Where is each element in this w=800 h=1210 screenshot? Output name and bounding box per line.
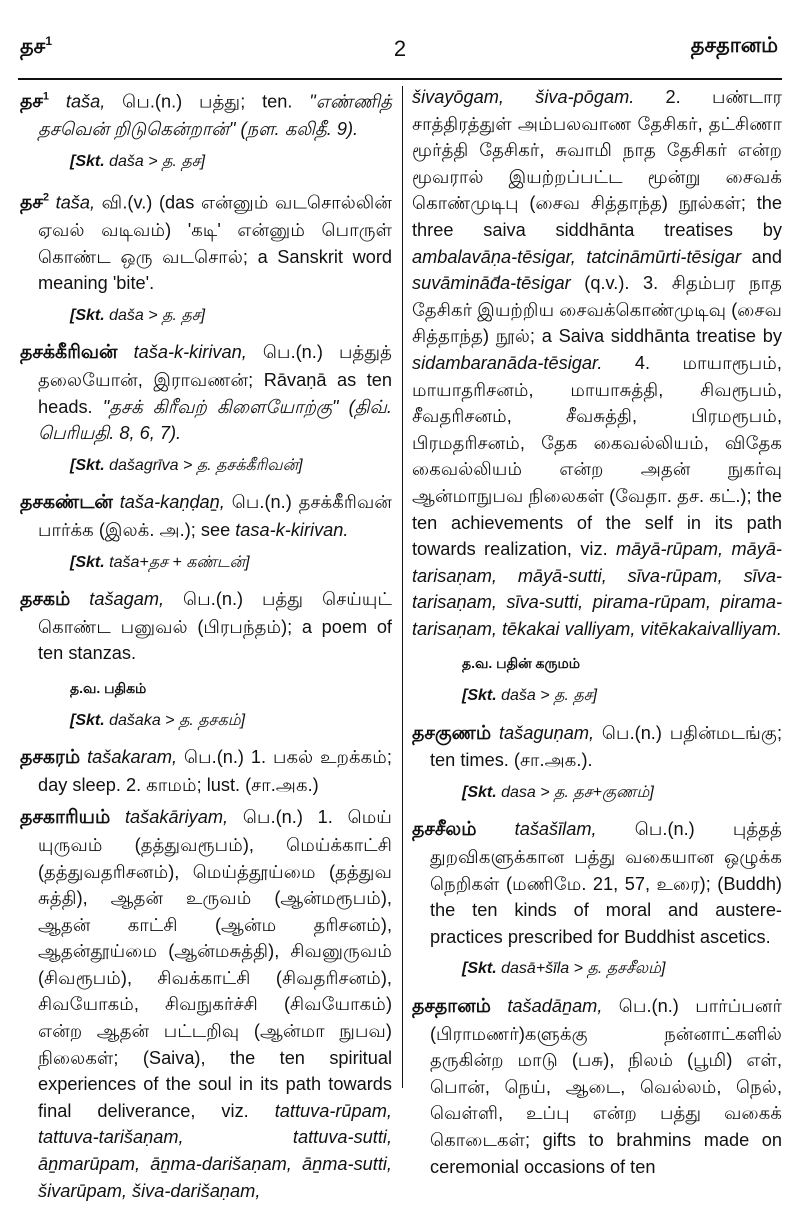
dictionary-entry: [20, 804, 392, 1204]
author-names: ambalavāṇa-tēsigar, tatcināmūrti-tēsigar: [412, 246, 742, 267]
transliteration-list: tattuva-rūpam, tattuva-tarišaṇam, tattuva-sutti, āṉmarūpam, āṉma-darišaṇam, āṉma-sutti, šivarūpam, šiva-darišaṇam,: [38, 1100, 392, 1201]
author-name: sidambaranāda-tēsigar.: [412, 352, 603, 373]
definition: பெ.(n.) பத்துத் தலையோன், இராவணன்; Rāvaṇā as ten heads.: [38, 342, 392, 417]
column-divider: [402, 86, 403, 1088]
guide-word-left: தச$^1$: [20, 34, 52, 58]
etymology: [Skt. dašaka > த. தசகம்]: [70, 711, 246, 729]
headword: தசகுணம்: [412, 722, 492, 744]
definition: பெ.(n.) பார்ப்பனர் (பிராமணர்)களுக்கு நன்னாட்களில் தருகின்ற மாடு (பசு), நிலம் (பூமி) எள், பொன், நெய், ஆடை, வெல்லம், நெல், வெள்ளி, உப்பு என்ற பத்து வகைக் கொடைகள்; gifts to brahmins made on ceremonial occasions of ten: [430, 996, 782, 1177]
dictionary-entry: [412, 816, 782, 950]
definition: 2. பண்டார சாத்திரத்துள் அம்பலவாண தேசிகர், தட்சிணா மூர்த்தி தேசிகர், சுவாமி நாத தேசிகர் என்ற மூவரால் இயற்றப்பட்ட மூன்று சைவக் கொண்முடிபு (சைவ சித்தாந்த) நூல்கள்; the three saiva siddhānta treatises by: [412, 87, 782, 240]
dictionary-entry: [20, 586, 392, 667]
transliteration: tašakāriyam,: [125, 807, 229, 828]
left-column: [20, 84, 392, 1210]
headword: தசகண்டன்: [20, 492, 113, 514]
definition: பெ.(n.) 1. மெய் யுருவம் (தத்துவரூபம்), மெய்க்காட்சி (தத்துவதரிசனம்), மெய்த்தூய்மை (தத்துவ சுத்தி), ஆதன் உருவம் (ஆன்மரூபம்), ஆதன் காட்சி (ஆன்ம தரிசனம்), ஆதன்தூய்மை (ஆன்மசுத்தி), சிவனுருவம் (சிவரூபம்), சிவக்காட்சி (சிவதரிசனம்), சிவயோகம், சிவநுகர்ச்சி (சிவயோகம்) என்ற ஆதன் பட்டறிவு (ஆன்மா நுபவ) நிலைகள்; (Saiva), the ten spiritual experiences of the soul in its path towards final deliverance, viz.: [38, 807, 392, 1121]
tamil-equivalent: த.வ. பதிகம்: [70, 679, 147, 696]
transliteration: taša-k-kirivan,: [133, 342, 247, 363]
headword: தசகாரியம்: [20, 807, 111, 829]
dictionary-entry: [20, 744, 392, 798]
transliteration-list: šivayōgam, šiva-pōgam.: [412, 87, 635, 107]
entry-continuation: [412, 84, 782, 642]
right-column: [412, 84, 782, 1186]
transliteration: tašaguṇam,: [499, 722, 595, 743]
transliteration: tašadāṉam,: [507, 996, 603, 1016]
definition-part: and: [741, 246, 782, 267]
author-name: suvāminād̄a-tēsigar: [412, 273, 571, 294]
definition: பெ.(n.) புத்தத் துறவிகளுக்கான பத்து வகையான ஒழுக்க நெறிகள் (மணிமே. 21, 57, உரை); (Buddh) the ten kinds of moral and austere- practices prescribed for Buddhist ascetics.: [430, 819, 782, 947]
transliteration: tašagam,: [89, 589, 165, 610]
etymology: [Skt. taša+தச + கண்டன்]: [70, 553, 250, 571]
headword: தச$^1$: [20, 91, 50, 113]
definition: பெ.(n.) தசக்கீரிவன் பார்க்க (இலக். அ.); see: [38, 492, 392, 540]
etymology: [Skt. daša > த. தச]: [70, 152, 206, 170]
tamil-equivalent: த.வ. பதின் கருமம்: [462, 655, 581, 672]
transliteration-list: māyā-rūpam, māyā-tarisaṇam, māyā-sutti, sīva-rūpam, sīva-tarisaṇam, sīva-sutti, pirama-rūpam, pirama-tarisaṇam, tēkakai valliyam, vitēkakaivalliyam.: [412, 539, 782, 639]
page-header: [0, 0, 800, 80]
guide-word-right: தசதானம்: [690, 34, 778, 57]
transliteration: taša,: [55, 192, 96, 213]
etymology: [Skt. dasa > த. தச+குணம்]: [462, 783, 654, 801]
etymology: [Skt. daša > த. தச]: [462, 687, 598, 705]
headword: தசசீலம்: [412, 819, 477, 841]
definition: வி.(v.) (das என்னும் வடசொல்லின் ஏவல் வடிவம்) 'கடி' என்னும் பொருள் கொண்ட ஒரு வடசொல்; a Sanskrit word meaning 'bite'.: [38, 192, 392, 294]
dictionary-entry: [20, 339, 392, 446]
definition: பெ.(n.) பத்து; ten.: [105, 91, 293, 112]
dictionary-entry: [412, 993, 782, 1180]
definition-part: (q.v.). 3. சிதம்பர நாத தேசிகர் இயற்றிய சைவக்கொண்முடிவு (சைவ சித்தாந்த) நூல்; a Saiva siddhānta treatise by: [412, 273, 782, 347]
definition: பெ.(n.) பத்து செய்யுட் கொண்ட பனுவல் (பிரபந்தம்); a poem of ten stanzas.: [38, 589, 392, 664]
dictionary-entry: [412, 720, 782, 774]
transliteration: taša-kaṇḍaṉ,: [119, 492, 225, 513]
definition: பெ.(n.) பதின்மடங்கு; ten times. (சா.அக.).: [430, 722, 782, 771]
dictionary-entry: [20, 489, 392, 543]
etymology: [Skt. daša > த. தச]: [70, 306, 206, 324]
etymology: [Skt. dašagrīva > த. தசக்கீரிவன்]: [70, 456, 303, 474]
cross-reference: tasa-k-kirivan.: [230, 519, 349, 540]
citation: "எண்ணித் தசவென் றிடுகென்றான்" (நள. கலிதீ. 9).: [38, 91, 392, 139]
transliteration: taša,: [65, 91, 106, 112]
header-rule: [18, 78, 782, 80]
definition: பெ.(n.) 1. பகல் உறக்கம்; day sleep. 2. காமம்; lust. (சா.அக.): [38, 747, 392, 795]
dictionary-entry: [20, 84, 392, 143]
citation: "தசக் கிரீவற் கிளையோற்கு" (திவ். பெரியதி. 8, 6, 7).: [38, 396, 392, 444]
etymology: [Skt. dasā+šīla > த. தசசீலம்]: [462, 960, 666, 978]
headword: தசகரம்: [20, 747, 81, 769]
transliteration: tašakaram,: [87, 747, 178, 768]
headword: தசகம்: [20, 589, 71, 611]
headword: தச$^2$: [20, 192, 50, 214]
page-number: 2: [393, 36, 407, 61]
headword: தசக்கீரிவன்: [20, 342, 118, 364]
headword: தசதானம்: [412, 996, 491, 1017]
definition-part: 4. மாயாரூபம், மாயாதரிசனம், மாயாசுத்தி, சிவரூபம், சீவதரிசனம், சீவசுத்தி, பிரமரூபம், பிரமதரிசனம், தேக கைவல்லியம், விதேக கைவல்லியம் என்ற அதன் நுகர்வு ஆன்மாநுபவ நிலைகள் (வேதா. தச. கட்.); the ten achievements of the self in its path towards realization, viz.: [412, 352, 782, 560]
dictionary-entry: [20, 185, 392, 297]
transliteration: tašašīlam,: [514, 819, 597, 840]
